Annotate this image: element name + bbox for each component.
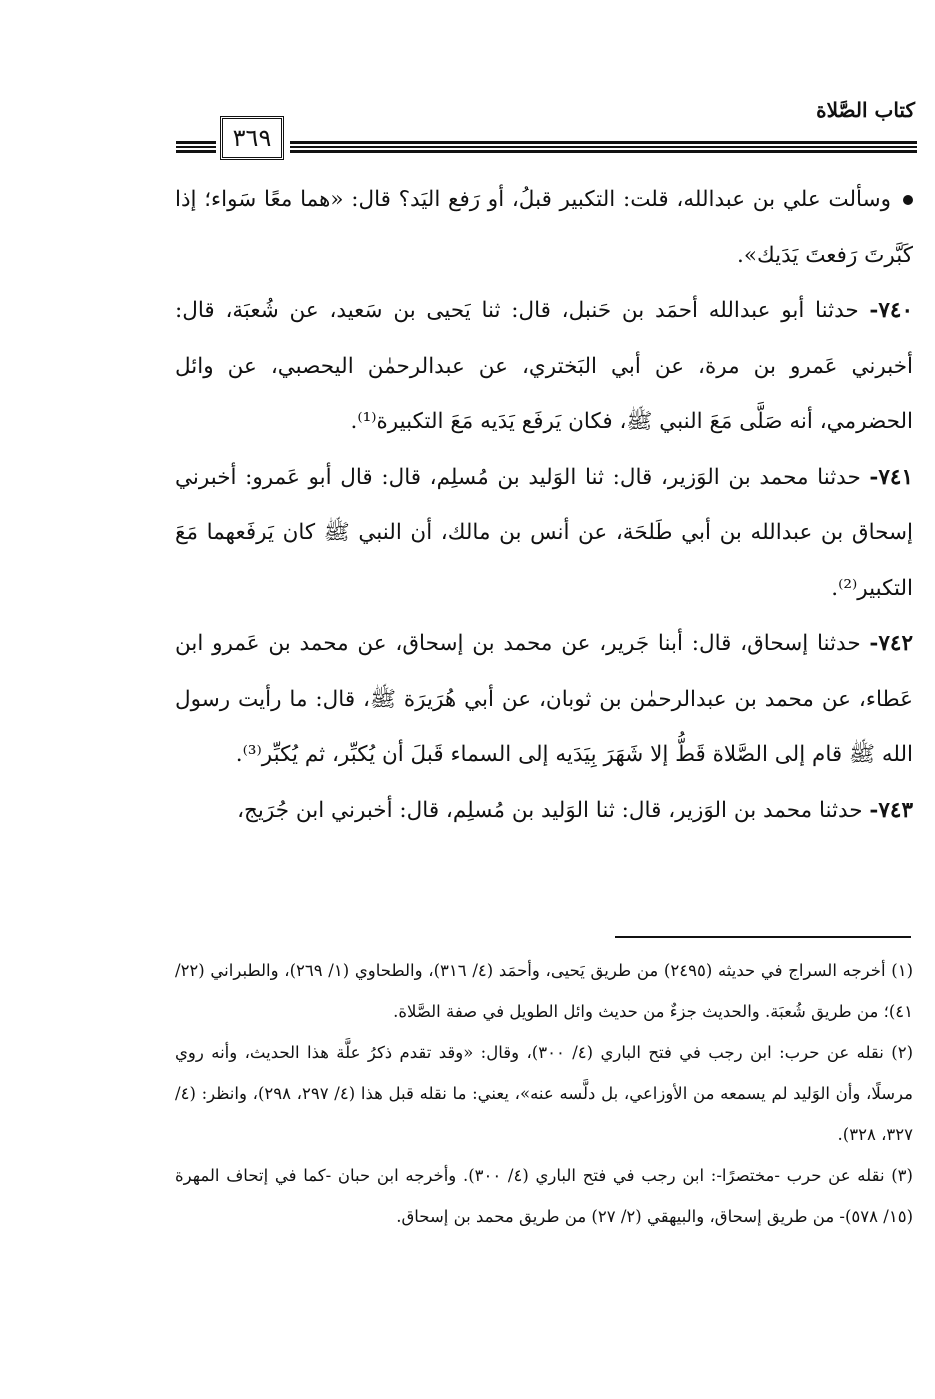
hadith-text: حدثنا إسحاق، قال: أبنا جَرير، عن محمد بن إسحاق، عن محمد بن عَمرو ابن عَطاء، عن محمد بن عبدالرحمٰن بن ثوبان، عن أبي هُرَيرَة ﷺ، قال: ما رأيت رسول الله ﷺ قام إلى الصَّلاة قَطُّ إلا شَهَرَ بِيَدَيه إلى السماء قَبلَ أن يُكبِّر، ثم يُكبِّر⁽³⁾. bbox=[175, 631, 913, 767]
header-rule-right bbox=[290, 141, 917, 153]
hadith-text: حدثنا محمد بن الوَزير، قال: ثنا الوَليد بن مُسلِم، قال: قال أبو عَمرو: أخبرني إسحاق بن عبدالله بن أبي طَلحَة، عن أنس بن مالك، أن النبي ﷺ كان يَرفَعهما مَعَ التكبير⁽²⁾. bbox=[175, 464, 913, 601]
footnote-2: (٢) نقله عن حرب: ابن رجب في فتح الباري (٤/ ٣٠٠)، وقال: «وقد تقدم ذكرُ علَّة هذا الحديث، وأنه روي مرسلًا، وأن الوَليد لم يسمعه من الأوزاعي، بل دلَّسه عنه»، يعني: ما نقله قبل هذا (٤/ ٢٩٧، ٢٩٨)، وانظر: (٤/ ٣٢٧، ٣٢٨). bbox=[175, 1043, 913, 1144]
hadith-number: ٧٤١- bbox=[869, 464, 913, 490]
footnote-separator bbox=[615, 936, 911, 938]
header-rule-left bbox=[176, 141, 216, 153]
main-text bbox=[175, 172, 913, 838]
hadith-number: ٧٤٢- bbox=[869, 631, 913, 656]
hadith-text: حدثنا أبو عبدالله أحمَد بن حَنبل، قال: ثنا يَحيى بن سَعيد، عن شُعبَة، قال: أخبرني عَمرو بن مرة، عن أبي البَختري، عن عبدالرحمٰن اليحصبي، عن وائل الحضرمي، أنه صَلَّى مَعَ النبي ﷺ، فكان يَرفَع يَدَيه مَعَ التكبيرة⁽¹⁾. bbox=[175, 298, 913, 434]
hadith-743 bbox=[175, 783, 913, 839]
footnotes bbox=[175, 950, 913, 1237]
hadith-742 bbox=[175, 616, 913, 783]
paragraph-question: وسألت علي بن عبدالله، قلت: التكبير قبلُ، أو رَفع اليَد؟ قال: «هما معًا سَواء؛ إذا كَبَّرتَ رَفعتَ يَدَيك». bbox=[175, 187, 913, 268]
hadith-number: ٧٤٣- bbox=[869, 797, 913, 823]
page-number: ٣٦٩ bbox=[220, 116, 284, 160]
hadith-number: ٧٤٠- bbox=[869, 298, 913, 323]
running-title: كتاب الصَّلاة bbox=[816, 98, 915, 122]
footnote-1: (١) أخرجه السراج في حديثه (٢٤٩٥) من طريق يَحيى، وأحمَد (٤/ ٣١٦)، والطحاوي (١/ ٢٦٩)، والطبراني (٢٢/ ٤١)؛ من طريق شُعبَة. والحديث جزءٌ من حديث وائل الطويل في صفة الصَّلاة. bbox=[175, 961, 913, 1021]
hadith-740 bbox=[175, 283, 913, 450]
hadith-text: حدثنا محمد بن الوَزير، قال: ثنا الوَليد بن مُسلِم، قال: أخبرني ابن جُرَيج، bbox=[237, 797, 863, 823]
hadith-741 bbox=[175, 450, 913, 617]
footnote-3: (٣) نقله عن حرب -مختصرًا-: ابن رجب في فتح الباري (٤/ ٣٠٠). وأخرجه ابن حبان -كما في إتحاف المهرة (١٥/ ٥٧٨)- من طريق إسحاق، والبيهقي (٢/ ٢٧) من طريق محمد بن إسحاق. bbox=[175, 1166, 913, 1226]
bullet-icon bbox=[903, 195, 913, 205]
